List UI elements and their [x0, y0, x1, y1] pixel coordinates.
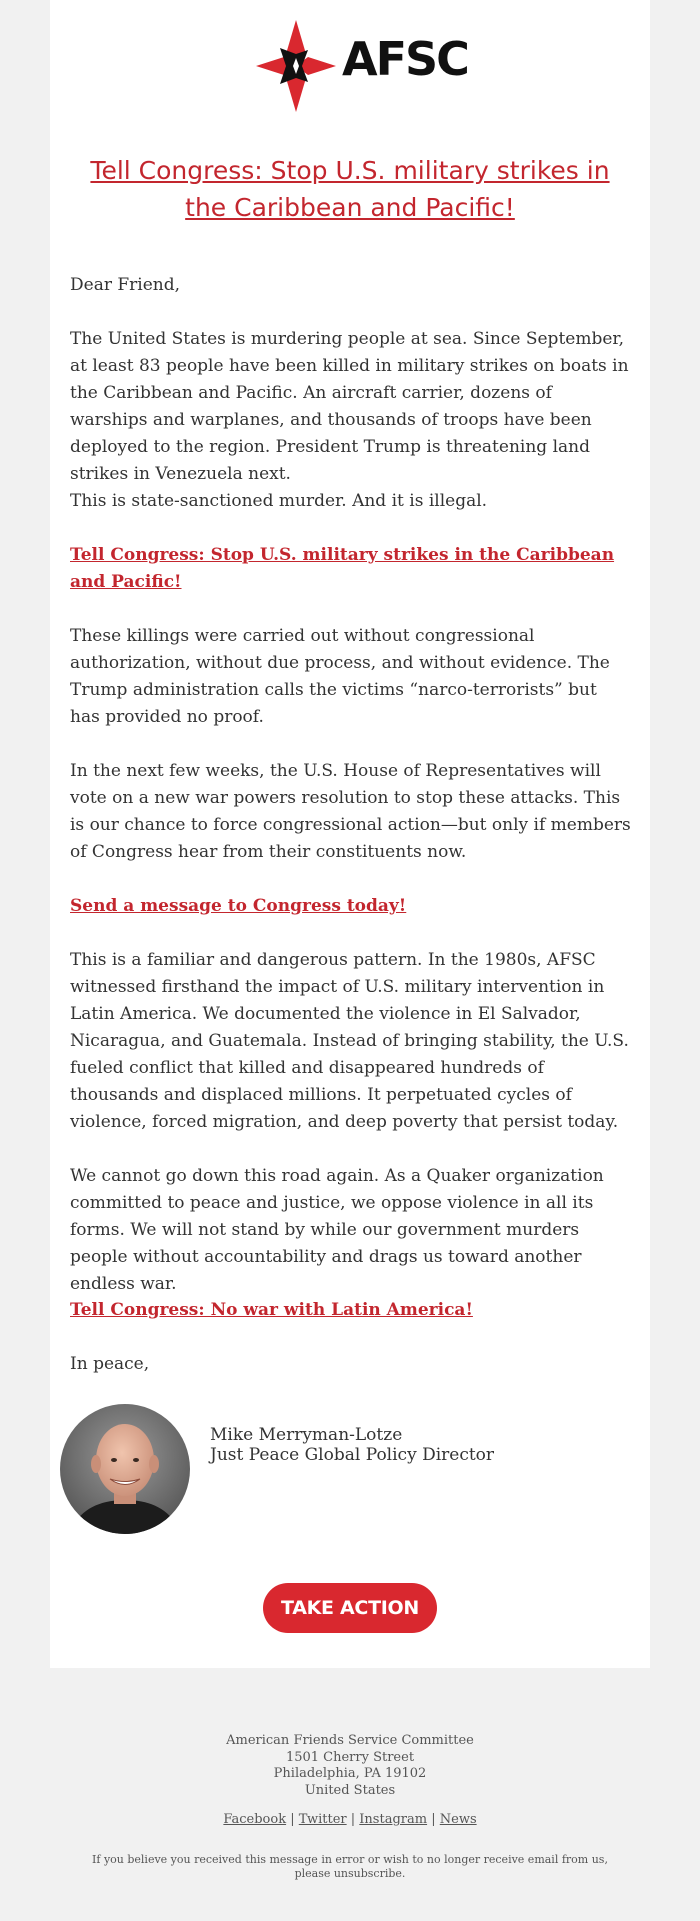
- separator: |: [290, 1812, 295, 1827]
- portrait-photo: [60, 1404, 190, 1534]
- paragraph-2: This is state-sanctioned murder. And it is illegal.: [70, 491, 488, 511]
- signature-name: Mike Merryman-Lotze: [210, 1425, 403, 1445]
- separator: |: [350, 1812, 356, 1827]
- instagram-link[interactable]: Instagram: [359, 1812, 428, 1827]
- headline-link[interactable]: Tell Congress: Stop U.S. military strikes in the Caribbean and Pacific!: [90, 156, 610, 222]
- footer-social-links: [50, 1812, 650, 1828]
- footer-org: American Friends Service Committee: [226, 1733, 474, 1748]
- cta-link-send-message[interactable]: Send a message to Congress today!: [70, 896, 407, 916]
- twitter-link[interactable]: Twitter: [298, 1812, 347, 1827]
- star-logo-icon: [256, 20, 336, 112]
- footer-address: [50, 1733, 650, 1799]
- paragraph-4: In the next few weeks, the U.S. House of Representatives will vote on a new war powers resolution to stop these attacks. This is our chance to force congressional action—but only if members of Congress hear from their constituents now.: [70, 761, 631, 862]
- afsc-wordmark: AFSC: [342, 32, 468, 86]
- paragraph-6: We cannot go down this road again. As a Quaker organization committed to peace and justice, we oppose violence in all its forms. We will not stand by while our government murders people without accountability and drags us toward another endless war.: [70, 1166, 604, 1294]
- footer-street: 1501 Cherry Street: [285, 1749, 415, 1765]
- avatar: [60, 1404, 190, 1534]
- footer-disclaimer: If you believe you received this message in error or wish to no longer receive email from us, please unsubscribe.: [92, 1853, 608, 1880]
- signature-block: [210, 1425, 494, 1465]
- afsc-logo[interactable]: [256, 20, 468, 112]
- paragraph-5: This is a familiar and dangerous pattern. In the 1980s, AFSC witnessed firsthand the impact of U.S. military intervention in Latin America. We documented the violence in El Salvador, Nicaragua, and Guatemala. Instead of bringing stability, the U.S. fueled conflict that killed and disappeared hundreds of thousands and displaced millions. It perpetuated cycles of violence, forced migration, and deep poverty that persist today.: [70, 950, 629, 1132]
- paragraph-3: These killings were carried out without congressional authorization, without due process, and without evidence. The Trump administration calls the victims “narco-terrorists” but has provided no proof.: [70, 626, 610, 727]
- cta-link-stop-strikes[interactable]: Tell Congress: Stop U.S. military strikes in the Caribbean and Pacific!: [70, 545, 615, 592]
- separator: |: [431, 1812, 436, 1827]
- footer-country: United States: [304, 1782, 396, 1798]
- footer-city: Philadelphia, PA 19102: [273, 1766, 427, 1781]
- closing: In peace,: [70, 1354, 150, 1374]
- signature-title: Just Peace Global Policy Director: [210, 1445, 495, 1465]
- cta-link-no-war[interactable]: Tell Congress: No war with Latin America!: [70, 1300, 473, 1320]
- paragraph-1: The United States is murdering people at sea. Since September, at least 83 people have been killed in military strikes on boats in the Caribbean and Pacific. An aircraft carrier, dozens of warships and warplanes, and thousands of troops have been deployed to the region. President Trump is threatening land strikes in Venezuela next.: [70, 329, 629, 484]
- facebook-link[interactable]: Facebook: [223, 1812, 287, 1827]
- greeting: Dear Friend,: [70, 275, 181, 295]
- take-action-button[interactable]: TAKE ACTION: [263, 1583, 437, 1633]
- news-link[interactable]: News: [439, 1812, 477, 1827]
- email-card: [50, 0, 650, 1668]
